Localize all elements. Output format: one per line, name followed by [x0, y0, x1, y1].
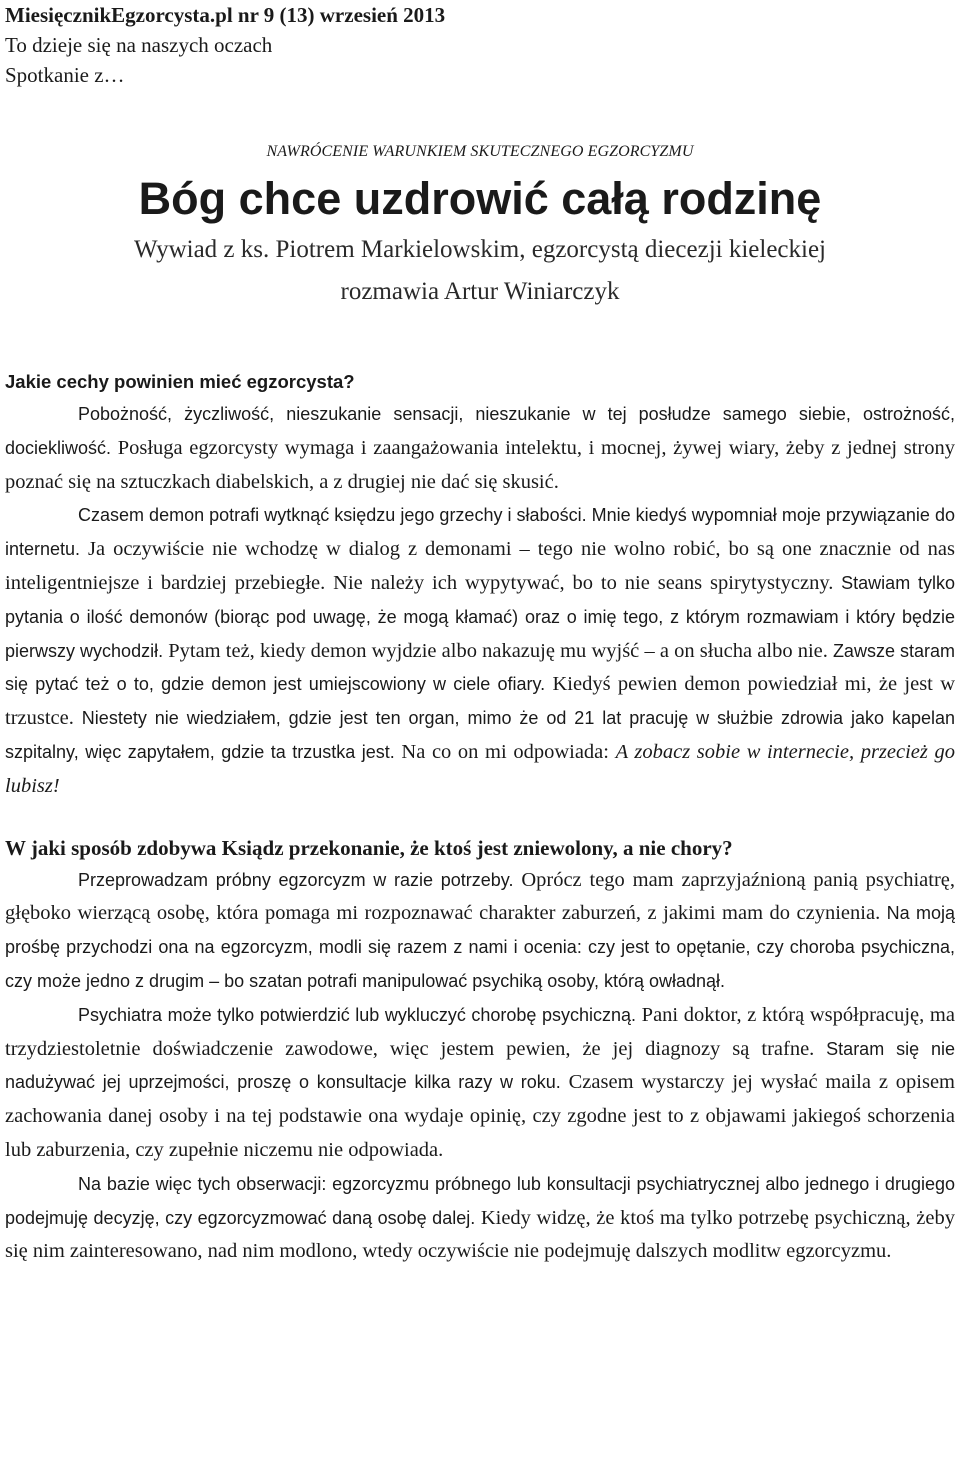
- demon-quote: A zobacz sobie w internecie, przecież go lubisz!: [5, 740, 955, 797]
- answer-1-paragraph-2: [5, 499, 955, 803]
- answer-text-run: Staram się nie nadużywać jej uprzejmości, proszę o konsultacje kilka razy w roku.: [5, 1038, 955, 1093]
- answer-text-run: Pani doktor, z którą współpracuję, ma trzydziestoletnie doświadczenie zawodowe, więc jestem pewien, że jej diagnozy są trafne.: [5, 1003, 955, 1060]
- document-page: [5, 0, 955, 1269]
- answer-2-paragraph-3: [5, 1168, 955, 1269]
- answer-2-paragraph-2: [5, 999, 955, 1168]
- question-1: Jakie cechy powinien mieć egzorcysta?: [5, 371, 355, 392]
- section-name: To dzieje się na naszych oczach: [5, 33, 273, 57]
- answer-text-run: Ja oczywiście nie wchodzę w dialog z demonami – tego nie wolno robić, bo są one znacznie od nas inteligentniejsze i bardziej przebiegłe. Nie należy ich wypytywać, bo to nie seans spirytystyczny.: [5, 538, 955, 594]
- answer-2-paragraph-1: [5, 864, 955, 999]
- answer-text-run: Oprócz tego mam zaprzyjaźnioną panią psychiatrę, głęboko wierzącą osobę, która pomaga mi rozpoznawać charakter zaburzeń, z jakimi mam do czynienia.: [5, 868, 956, 925]
- answer-text-run: Stawiam tylko pytania o ilość demonów (biorąc pod uwagę, że mogą kłamać) oraz o imię tego, z którym rozmawiam i który będzie pierwszy wychodził.: [5, 572, 955, 661]
- answer-text-run: Psychiatra może tylko potwierdzić lub wykluczyć chorobę psychiczną.: [78, 1004, 637, 1025]
- article-title: Bóg chce uzdrowić całą rodzinę: [138, 173, 822, 224]
- answer-text-run: Na co on mi odpowiada:: [394, 740, 616, 763]
- answer-text-run: Kiedyś pewien demon powiedział mi, że jest w trzustce.: [5, 673, 956, 730]
- answer-text-run: Czasem wystarczy jej wysłać maila z opisem zachowania danej osoby i na tej podstawie ona wydaje opinię, czy zgodne jest to z objawami jakiegoś schorzenia lub zaburzenia, czy zupełnie niczemu nie odpowiada.: [5, 1071, 955, 1161]
- question-2: W jaki sposób zdobywa Ksiądz przekonanie, że ktoś jest zniewolony, a nie chory?: [5, 835, 733, 860]
- magazine-issue-line: MiesięcznikEgzorcysta.pl nr 9 (13) wrzesień 2013: [5, 3, 446, 27]
- answer-text-run: Pytam też, kiedy demon wyjdzie albo nakazuję mu wyjść – a on słucha albo nie.: [163, 639, 828, 662]
- answer-text-run: Niestety nie wiedziałem, gdzie jest ten organ, mimo że od 21 lat pracuję w służbie zdrowia jako kapelan szpitalny, więc zapytałem, gdzie ta trzustka jest.: [5, 708, 955, 762]
- answer-text-run: Na moją prośbę przychodzi ona na egzorcyzm, modli się razem z nami i ocenia: czy jest to opętanie, czy choroba psychiczna, czy może jedno z drugim – bo szatan potrafi manipulować psychiką osoby, którą owładnął.: [5, 903, 955, 991]
- answer-text-run: Posługa egzorcysty wymaga i zaangażowania intelektu, i mocnej, żywej wiary, żeby z jednej strony poznać się na sztuczkach diabelskich, a z drugiej nie dać się skusić.: [5, 436, 955, 493]
- answer-text-run: Zawsze staram się pytać też o to, gdzie demon jest umiejscowiony w ciele ofiary.: [5, 640, 955, 695]
- answer-1-paragraph-1: [5, 398, 955, 499]
- answer-text-run: Pobożność, życzliwość, nieszukanie sensacji, nieszukanie w tej posłudze samego siebie, ostrożność, dociekliwość.: [5, 404, 955, 458]
- subsection-name: Spotkanie z…: [5, 63, 125, 87]
- article-subtitle-interviewee: Wywiad z ks. Piotrem Markielowskim, egzorcystą diecezji kieleckiej: [133, 236, 827, 263]
- answer-text-run: Czasem demon potrafi wytknąć księdzu jego grzechy i słabości. Mnie kiedyś wypomniał moje przywiązanie do internetu.: [5, 505, 955, 560]
- article-subtitle-interviewer: rozmawia Artur Winiarczyk: [340, 278, 620, 305]
- answer-text-run: Przeprowadzam próbny egzorcyzm w razie potrzeby.: [78, 869, 514, 890]
- article-kicker: NAWRÓCENIE WARUNKIEM SKUTECZNEGO EGZORCYZMU: [266, 143, 694, 160]
- answer-text-run: Kiedy widzę, że ktoś ma tylko potrzebę psychiczną, żeby się nim zainteresowano, nad nim modlono, wtedy oczywiście nie podejmuję dalszych modlitw egzorcyzmu.: [5, 1206, 955, 1263]
- answer-text-run: Na bazie więc tych obserwacji: egzorcyzmu próbnego lub konsultacji psychiatrycznej albo jednego i drugiego podejmuję decyzję, czy egzorcyzmować daną osobę dalej.: [5, 1173, 955, 1228]
